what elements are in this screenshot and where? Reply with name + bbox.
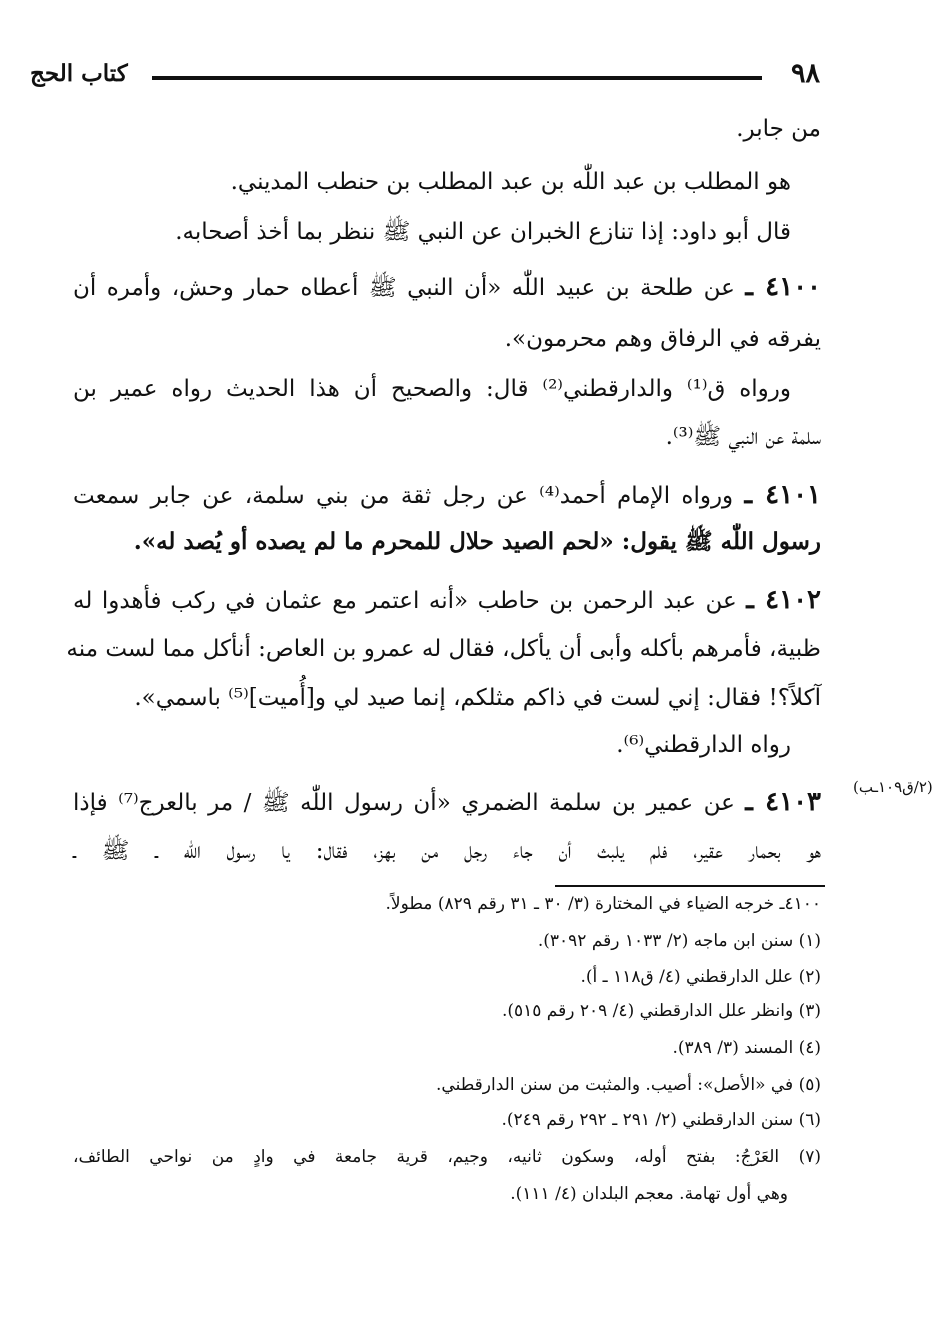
- page-number: ٩٨: [790, 58, 820, 89]
- footnote: (٢) علل الدارقطني (٤/ ق١١٨ ـ أ).: [580, 967, 821, 987]
- hadith-number: ٤١٠٣ ـ: [745, 787, 821, 817]
- footnote: (٧) العَرْجُ: بفتح أوله، وسكون ثانيه، وجيم، قرية جامعة في وادٍ من نواحي الطائف،: [73, 1147, 821, 1167]
- hadith-text: عن عمير بن سلمة الضمري «أن رسول اللّٰه ﷺ / مر بالعرج⁽⁷⁾ فإذا: [73, 790, 735, 816]
- text-line: سلمة عن النبي ﷺ⁽³⁾.: [665, 424, 821, 450]
- hadith-number: ٤١٠٢ ـ: [746, 585, 822, 615]
- hadith-4101-line: [73, 478, 821, 513]
- hadith-text: عن عبد الرحمن بن حاطب «أنه اعتمر مع عثمان في ركب فأهدوا له: [73, 588, 737, 614]
- hadith-4102-line: [73, 583, 821, 618]
- header-rule: [152, 76, 762, 80]
- text-line: هو بحمار عقير، فلم يلبث أن جاء رجل من بهز، فقال: يا رسول اللّٰه ـ ﷺ ـ: [73, 838, 821, 864]
- text-line: قال أبو داود: إذا تنازع الخبران عن النبي ﷺ ننظر بما أخذ أصحابه.: [175, 219, 791, 245]
- text-line: ظبية، فأمرهم بأكله وأبى أن يأكل، فقال له عمرو بن العاص: أنأكل مما لست منه: [66, 636, 821, 662]
- text-line: رسول اللّٰه ﷺ يقول: «لحم الصيد حلال للمحرم ما لم يصده أو يُصد له».: [133, 528, 821, 555]
- hadith-4103-line: [73, 785, 821, 820]
- footnote: (٣) وانظر علل الدارقطني (٤/ ٢٠٩ رقم ٥١٥).: [501, 1001, 821, 1021]
- text-line: يفرقه في الرفاق وهم محرمون».: [504, 326, 821, 352]
- hadith-number: ٤١٠٠ ـ: [745, 272, 822, 302]
- text-line: من جابر.: [736, 116, 821, 142]
- running-header: [30, 58, 820, 92]
- manuscript-margin-note: (٢/ق١٠٩ـب): [853, 778, 933, 796]
- hadith-number: ٤١٠١ ـ: [744, 480, 821, 510]
- hadith-text: ورواه الإمام أحمد⁽⁴⁾ عن رجل ثقة من بني سلمة، عن جابر سمعت: [73, 483, 734, 509]
- text-line: رواه الدارقطني⁽⁶⁾.: [616, 732, 791, 758]
- book-title: كتاب الحج: [30, 60, 128, 87]
- hadith-4100-line: [73, 270, 821, 305]
- footnote: (٤) المسند (٣/ ٣٨٩).: [672, 1038, 821, 1058]
- footnote: (١) سنن ابن ماجه (٢/ ١٠٣٣ رقم ٣٠٩٢).: [537, 931, 821, 951]
- footnote-separator: [555, 885, 825, 887]
- footnote: وهي أول تهامة. معجم البلدان (٤/ ١١١).: [510, 1184, 788, 1204]
- text-line: ورواه ق⁽¹⁾ والدارقطني⁽²⁾ قال: والصحيح أن هذا الحديث رواه عمير بن: [73, 376, 792, 402]
- hadith-text: عن طلحة بن عبيد اللّٰه «أن النبي ﷺ أعطاه حمار وحش، وأمره أن: [73, 275, 735, 301]
- text-line: هو المطلب بن عبد اللّٰه بن عبد المطلب بن حنطب المديني.: [230, 169, 791, 195]
- footnote: (٦) سنن الدارقطني (٢/ ٢٩١ ـ ٢٩٢ رقم ٢٤٩).: [501, 1110, 821, 1130]
- footnote: (٥) في «الأصل»: أصيب. والمثبت من سنن الدارقطني.: [436, 1075, 821, 1095]
- text-line: آكلاً؟! فقال: إني لست في ذاكم مثلكم، إنما صيد لي و[أُميت]⁽⁵⁾ باسمي».: [134, 685, 821, 711]
- footnote: ٤١٠٠ـ خرجه الضياء في المختارة (٣/ ٣٠ ـ ٣١ رقم ٨٢٩) مطولاً.: [385, 894, 821, 914]
